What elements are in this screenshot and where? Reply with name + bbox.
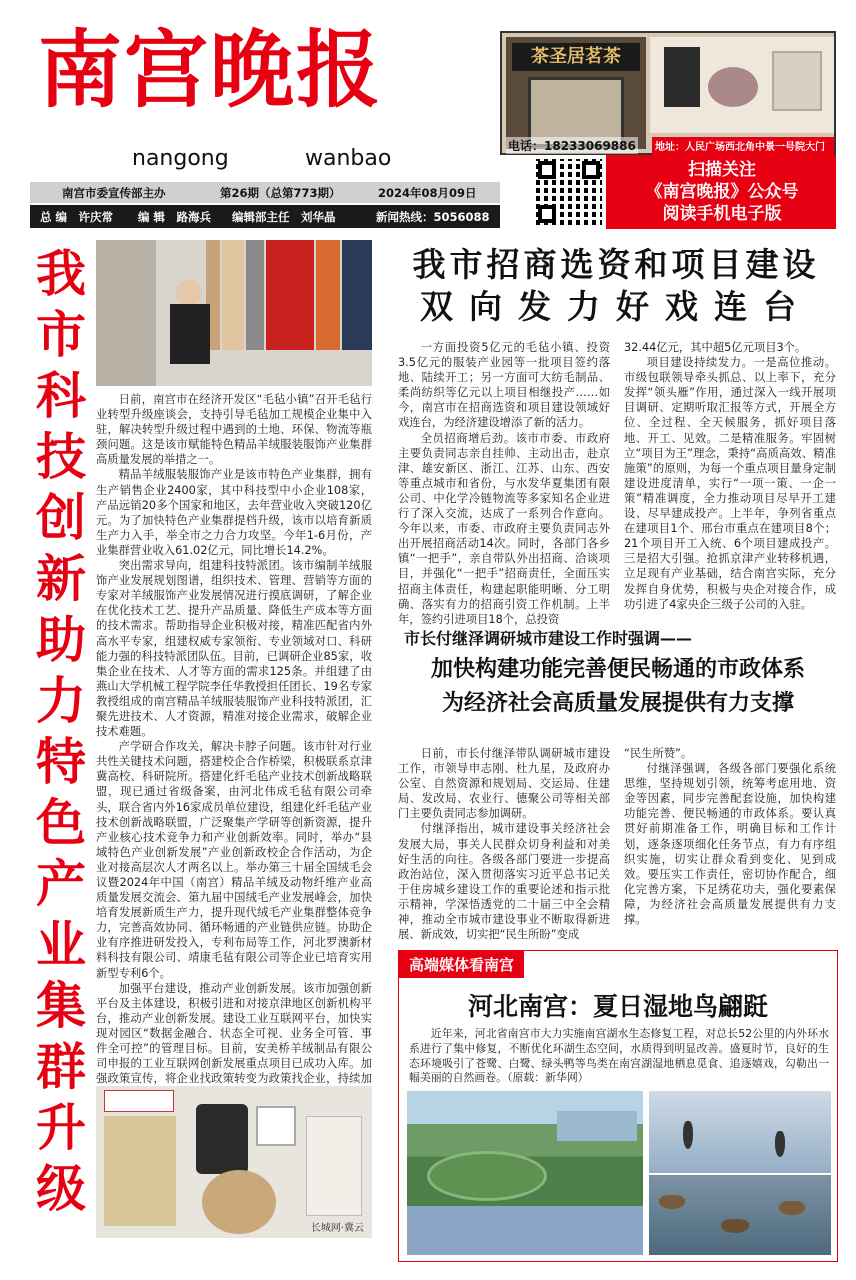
issue-info-bar: [30, 182, 500, 203]
media-section-tag: 高端媒体看南宫: [399, 951, 524, 978]
main-article-col2: 32.44亿元，其中超5亿元项目3个。 项目建设持续发力。一是高位推动。市级包联领导牵头抓总、以上率下，充分发挥“领头雁”作用，通过深入一线开展项目调研、定期听取汇报等方式，开展全方位、全过程、全天候服务，抓好项目落地、开工、见效。二是精准服务。牢固树立“项目为王”理念，秉持“高质高效、精准施策”的原则，为每一个重点项目量身定制建设进度清单，实行“一项一策、一企一策”精准调度，全力推动项目尽早开工建设、尽早建成投产。上半年，争列省重点在建项目1个、邢台市重点在建项目8个；21个项目开工入统、6个项目建成投产。三是招大引强。抢抓京津产业转移机遇，立足现有产业基础，结合南宫实际，充分发挥自身优势，积极与央企对接合作，成功引进了4家央企三级子公司的入驻。: [624, 341, 836, 611]
sub-article-col2: “民生所赞”。 付继泽强调，各级各部门要强化系统思维，坚持规划引领，统筹考虑用地、资金等因素，同步完善配套设施，加快构建功能完善、便民畅通的市政体系。要认真贯好前期准备工作，明确目标和工作计划，逐条逐项细化任务节点，有力有序组织实施，切实让群众看到变化、见到成效。要压实工作责任，密切协作配合，细化完善方案，下足绣花功夫，强化要素保障，为经济社会高质量发展提供有力支撑。: [624, 747, 836, 927]
staff-info-bar: [30, 205, 500, 228]
tea-products-photo: [650, 37, 834, 133]
masthead-title: 南宫晚报: [38, 20, 383, 119]
ad-address: 地址：人民广场西北角中景一号院大门: [652, 137, 834, 169]
shop-sign: 茶圣居茗茶: [512, 43, 640, 71]
ad-phone: 电话：18233069886: [508, 139, 636, 153]
masthead-pinyin-2: wanbao: [305, 146, 392, 171]
editor: 编 辑 路海兵: [138, 209, 212, 224]
issue-date: 2024年08月09日: [378, 185, 477, 200]
sponsor: 南宫市委宣传部主办: [62, 185, 166, 200]
masthead-pinyin-1: nangong: [132, 146, 229, 171]
media-feature-box: [398, 950, 838, 1262]
wechat-scan-box: [532, 155, 836, 229]
left-article-title: 我市科技创新助力特色产业集群升级: [36, 245, 86, 1218]
editor-in-chief: 总 编 许庆常: [40, 209, 114, 224]
left-article-body: 日前，南宫市在经济开发区“毛毡小镇”召开毛毡行业转型升级座谈会，支持引导毛毡加工规模企业集中入驻，解决转型升级过程中遇到的土地、环保、物流等瓶颈问题。这是该市赋能特色精品羊绒服装服饰产业集群高质量发展的举措之一。 精品羊绒服装服饰产业是该市特色产业集群，拥有生产销售企业2400家，其中科技型中小企业108家，产品远销20多个国家和地区，去年营业收入突破120亿元。为了加快特色产业集群提档升级，该市以培育新质生产力入手，举全市之力合力攻坚。今年1-6月份，产业集群营业收入61.02亿元，同比增长14.2%。 突出需求导向，组建科技特派团。该市编制羊绒服饰产业发展规划图谱，组织技术、管理、营销等方面的专家对羊绒服饰产业发展情况进行摸底调研，了解企业在优化技术工艺、提升产品质量、降低生产成本等方面的技术需求。帮助指导企业积极对接，精准匹配省内外高水平专家，组建权威专家领衔、专业领域对口、科研能力强的科技特派团队伍。目前，已调研企业85家，收集企业在技术、人才等方面的需求125条。并组建了由燕山大学机械工程学院李任华教授担任团长、19名专家教授组成的南宫精品羊绒服装服饰产业科技特派团，汇聚先进技术、人才资源，精准对接企业需求，破解企业技术难题。 产学研合作攻关，解决卡脖子问题。该市针对行业共性关键技术问题，搭建校企合作桥梁，积极联系京津冀高校、科研院所。搭建化纤毛毡产业技术创新战略联盟，现已通过省级备案，由河北伟成毛毡有限公司牵头，联合省内外16家成员单位建设，组建化纤毛毡产业技术创新战略联盟，广泛聚集产学研等创新资源，提升产业核心技术竞争力和产业创新效率。同时，举办“县域特色产业创新发展”产业创新政校企合作活动，为企业对接高层次人才两名以上。举办第三十届全国绒毛会议暨2024年中国（南宫）精品羊绒及动物纤维产业高质量发展交流会、第九届中国绒毛产业发展峰会，加快培育发展新质生产力，提升现代绒毛产业集群整体竞争力，完善高效协同、循环畅通的产业链供应链。协助企业有序推进研发投入，专利布局等工作，河北罗澳新材料科技有限公司、靖康毛毡有限公司等企业已培育实用新型专利6个。 加强平台建设，推动产业创新发展。该市加强创新平台及主体建设，积极引进和对接京津地区创新机构平台，推动产业创新发展。建设工业互联网平台，加快实现对园区“数据金融合、状态全可视、业务全可管、事件全可控”的管理目标。目前，安美桥羊绒制品有限公司申报的工业互联网创新发展重点项目已成功入库。加强政策宣传，将企业找政策转变为政策找企业，持续加: [96, 393, 372, 1086]
photo-watermark: 长城网·冀云: [310, 1223, 364, 1234]
media-text: 近年来，河北省南宫市大力实施南宫湖水生态修复工程，对总长52公里的内外环水系进行了集中修复，不断优化环湖生态空间，水质得到明显改善。盛夏时节，良好的生态环境吸引了苍鹭、白鹭、绿头鸭等鸟类在南宫湖湿地栖息觅食、追逐嬉戏，勾勒出一幅美丽的自然画卷。（原载：新华网）: [409, 1027, 829, 1085]
dept-head: 编辑部主任 刘华晶: [232, 209, 336, 224]
wetland-aerial-photo: [407, 1091, 643, 1255]
qr-code[interactable]: [532, 155, 606, 229]
media-headline: 河北南宫：夏日湿地鸟翩跹: [467, 992, 768, 1021]
issue-number: 第26期（总第773期）: [220, 185, 341, 200]
sub-article-headline: 加快构建功能完善便民畅通的市政体系 为经济社会高质量发展提供有力支撑: [430, 657, 805, 716]
felt-products-photo: [96, 1086, 372, 1238]
main-article-headline: 我市招商选资和项目建设 双向发力好戏连台: [412, 245, 820, 326]
tea-shop-ad[interactable]: [500, 31, 836, 155]
ducks-photo: [649, 1175, 831, 1255]
sub-article-col1: 日前，市长付继泽带队调研城市建设工作，市领导申志刚、杜九星，及政府办公室、自然资源和规划局、交运局、住建局、发改局、农业行、德聚公司等相关部门主要负责同志参加调研。 付继泽指出，城市建设事关经济社会发展大局，事关人民群众切身利益和对美好生活的向往。各级各部门要进一步提高政治站位，深入贯彻落实习近平总书记关于住房城乡建设工作的重要论述和指示批示精神，学深悟透党的二十届三中全会精神，推动全市城市建设事业不断取得新进展、新成效，切实把“民生所盼”变成: [398, 747, 610, 942]
main-article-col1: 一方面投资5亿元的毛毡小镇、投资3.5亿元的服装产业园等一批项目签约落地、陆续开工；另一方面可大纺毛制品、柔尚纺织等亿元以上项目相继投产……如今，南宫市在招商选资和项目建设领域好戏连台，为经济建设增添了新的活力。 全员招商增后劲。该市市委、市政府主要负责同志亲自挂帅、主动出击，赴京津、雄安新区、浙江、江苏、山东、西安等重点城市和省份，与水发华夏集团有限公司、中化学冷链物流等多家知名企业进行了深入交流，达成了一系列合作意向。今年以来，市委、市政府主要负责同志外出开展招商活动14次。同时，各部门各乡镇“一把手”，亲自带队外出招商、洽谈项目，并强化“一把手”招商责任，全面压实招商主体责任，构建起职能明晰、分工明确、落实有力的招商引资工作机制。上半年，签约引进项目18个，总投资: [398, 341, 610, 626]
clothing-shop-photo: [96, 240, 372, 386]
heron-photo: [649, 1091, 831, 1173]
shop-photo: [506, 37, 646, 149]
hotline: 新闻热线：5056088: [376, 209, 490, 224]
scan-text: 扫描关注 《南宫晚报》公众号 阅读手机电子版: [645, 160, 799, 224]
sub-article-kicker: 市长付继泽调研城市建设工作时强调——: [404, 629, 693, 648]
